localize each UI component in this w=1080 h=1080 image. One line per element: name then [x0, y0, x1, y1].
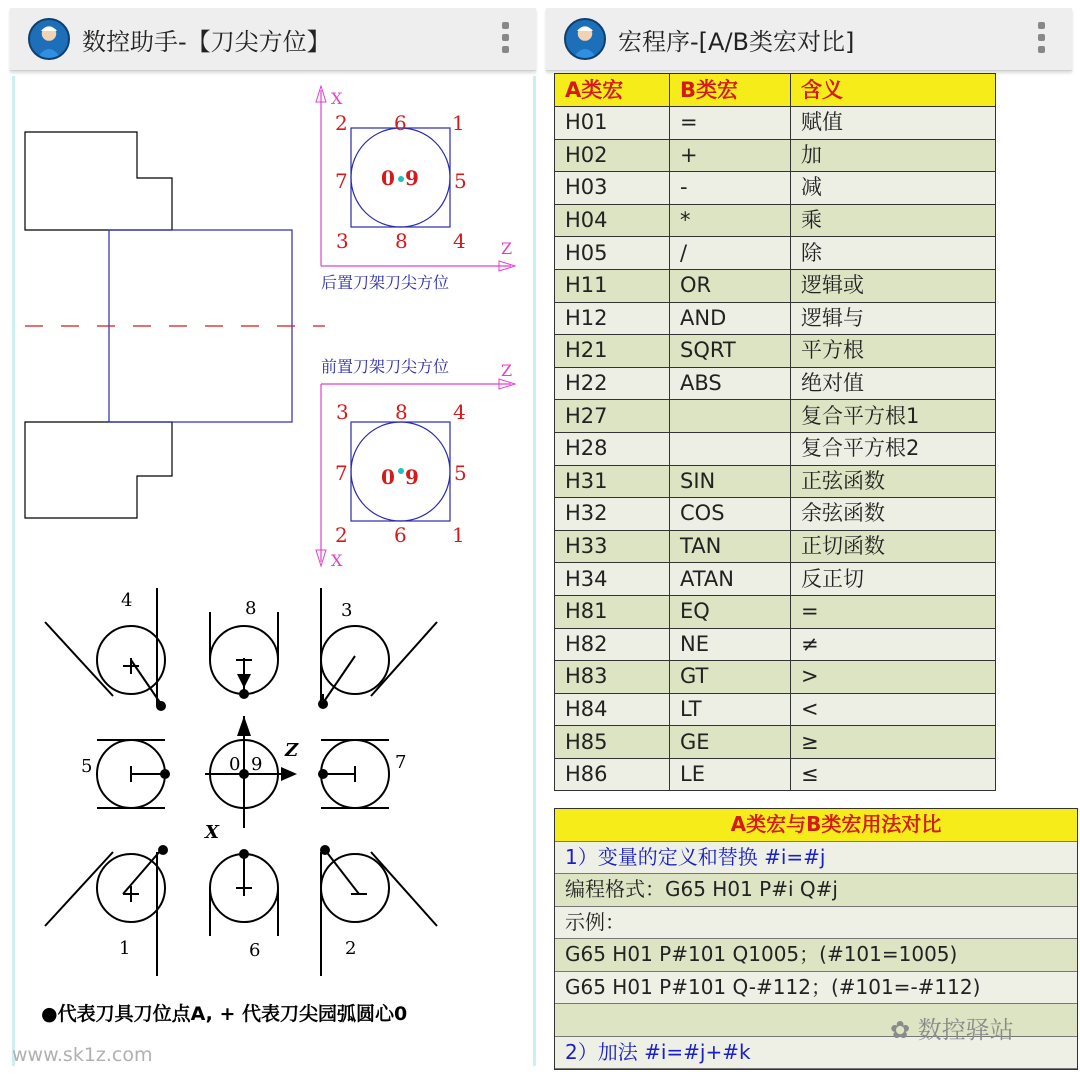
legend-text: ●代表刀具刀位点A, + 代表刀尖园弧圆心0 [41, 1003, 408, 1025]
macro-comparison-table [554, 73, 996, 791]
svg-text:5: 5 [454, 461, 467, 485]
svg-text:0: 0 [229, 754, 241, 775]
table-header-row [555, 74, 996, 107]
svg-text:9: 9 [405, 166, 419, 190]
table-row [555, 628, 996, 661]
cell-a-macro: H12 [555, 302, 670, 335]
cell-a-macro: H31 [555, 465, 670, 498]
cell-meaning: = [791, 595, 996, 628]
cell-b-macro: * [670, 204, 791, 237]
usage-line: 1）变量的定义和替换 #i=#j [555, 842, 1077, 875]
cell-a-macro: H33 [555, 530, 670, 563]
usage-line: 示例： [555, 907, 1077, 940]
svg-text:4: 4 [121, 590, 133, 611]
svg-text:8: 8 [395, 229, 408, 253]
tool-tip-diagram-panel [12, 76, 536, 1066]
svg-text:5: 5 [81, 756, 93, 777]
tool-tip-diagram [15, 76, 533, 1066]
svg-text:1: 1 [452, 523, 465, 547]
watermark-text: www.sk1z.com [12, 1044, 153, 1066]
usage-line: G65 H01 P#101 Q1005；(#101=1005) [555, 939, 1077, 972]
wechat-label [890, 1010, 1014, 1045]
cell-meaning: > [791, 661, 996, 694]
front-center-dot [398, 468, 404, 474]
cell-a-macro: H83 [555, 661, 670, 694]
table-row [555, 204, 996, 237]
table-row [555, 563, 996, 596]
app-title: 宏程序-[A/B类宏对比] [618, 28, 855, 56]
cell-meaning: 逻辑与 [791, 302, 996, 335]
right-screenshot [546, 0, 1080, 1080]
cell-b-macro: SQRT [670, 335, 791, 368]
table-row [555, 400, 996, 433]
cell-a-macro: H22 [555, 367, 670, 400]
cell-b-macro: LT [670, 693, 791, 726]
cell-meaning: < [791, 693, 996, 726]
cell-meaning: 除 [791, 237, 996, 270]
front-z-label: Z [501, 361, 513, 380]
svg-text:3: 3 [341, 600, 353, 621]
svg-text:4: 4 [453, 229, 466, 253]
column-header-b: B类宏 [670, 74, 791, 107]
cell-a-macro: H11 [555, 269, 670, 302]
table-row [555, 465, 996, 498]
svg-text:0: 0 [381, 166, 395, 190]
app-logo-icon [28, 18, 70, 60]
svg-text:Z: Z [285, 740, 299, 761]
cell-a-macro: H04 [555, 204, 670, 237]
cell-a-macro: H86 [555, 758, 670, 791]
svg-text:1: 1 [452, 111, 465, 135]
cell-a-macro: H85 [555, 726, 670, 759]
table-row [555, 172, 996, 205]
cell-b-macro: NE [670, 628, 791, 661]
svg-text:7: 7 [335, 461, 348, 485]
table-row [555, 269, 996, 302]
usage-line: G65 H01 P#101 Q-#112；(#101=-#112) [555, 972, 1077, 1005]
table-row [555, 139, 996, 172]
svg-text:8: 8 [395, 400, 408, 424]
cell-b-macro: ATAN [670, 563, 791, 596]
svg-text:1: 1 [119, 938, 131, 959]
svg-text:7: 7 [335, 169, 348, 193]
cell-a-macro: H84 [555, 693, 670, 726]
column-header-a: A类宏 [555, 74, 670, 107]
cell-b-macro: / [670, 237, 791, 270]
cell-meaning: 加 [791, 139, 996, 172]
svg-text:6: 6 [249, 940, 261, 961]
table-row [555, 107, 996, 140]
rear-digits [335, 111, 467, 253]
cell-meaning: 正切函数 [791, 530, 996, 563]
cell-b-macro: OR [670, 269, 791, 302]
tip-grid-drawings [45, 588, 437, 976]
rear-center-dot [398, 176, 404, 182]
svg-text:9: 9 [405, 465, 419, 489]
cell-b-macro: LE [670, 758, 791, 791]
cell-b-macro: + [670, 139, 791, 172]
svg-text:9: 9 [251, 754, 263, 775]
cell-b-macro: GE [670, 726, 791, 759]
workpiece-outline [25, 132, 172, 518]
usage-heading: A类宏与B类宏用法对比 [555, 809, 1077, 842]
cell-b-macro: GT [670, 661, 791, 694]
cell-meaning: 减 [791, 172, 996, 205]
front-caption: 前置刀架刀尖方位 [321, 357, 450, 376]
cell-b-macro: = [670, 107, 791, 140]
cell-a-macro: H02 [555, 139, 670, 172]
cell-b-macro [670, 400, 791, 433]
front-x-label: X [331, 551, 343, 570]
wechat-account-name: 数控驿站 [917, 1016, 1014, 1044]
svg-text:7: 7 [395, 752, 407, 773]
cell-a-macro: H27 [555, 400, 670, 433]
table-body [555, 107, 996, 791]
cell-b-macro [670, 432, 791, 465]
table-row [555, 530, 996, 563]
cell-b-macro: SIN [670, 465, 791, 498]
cell-a-macro: H05 [555, 237, 670, 270]
svg-text:6: 6 [394, 523, 407, 547]
cell-b-macro: ABS [670, 367, 791, 400]
app-bar [546, 8, 1072, 71]
cell-meaning: ≠ [791, 628, 996, 661]
table-row [555, 432, 996, 465]
cell-meaning: 逻辑或 [791, 269, 996, 302]
table-row [555, 367, 996, 400]
cell-b-macro: AND [670, 302, 791, 335]
cell-meaning: 赋值 [791, 107, 996, 140]
app-title: 数控助手-【刀尖方位】 [82, 28, 331, 56]
table-row [555, 237, 996, 270]
cell-a-macro: H03 [555, 172, 670, 205]
table-row [555, 726, 996, 759]
wechat-icon: ✿ [890, 1016, 911, 1044]
cell-meaning: 绝对值 [791, 367, 996, 400]
svg-text:0: 0 [381, 465, 395, 489]
cell-a-macro: H28 [555, 432, 670, 465]
svg-text:2: 2 [335, 523, 348, 547]
svg-text:5: 5 [454, 169, 467, 193]
cell-meaning: ≥ [791, 726, 996, 759]
svg-text:X: X [205, 822, 219, 843]
cell-a-macro: H81 [555, 595, 670, 628]
table-row [555, 661, 996, 694]
svg-text:8: 8 [245, 598, 257, 619]
cell-meaning: 乘 [791, 204, 996, 237]
table-row [555, 595, 996, 628]
svg-text:3: 3 [336, 400, 349, 424]
cell-a-macro: H34 [555, 563, 670, 596]
cell-a-macro: H82 [555, 628, 670, 661]
cell-meaning: 复合平方根2 [791, 432, 996, 465]
usage-line: 编程格式：G65 H01 P#i Q#j [555, 874, 1077, 907]
svg-text:6: 6 [394, 111, 407, 135]
cell-b-macro: - [670, 172, 791, 205]
app-logo-icon [564, 18, 606, 60]
column-header-meaning: 含义 [791, 74, 996, 107]
table-row [555, 335, 996, 368]
cell-meaning: 反正切 [791, 563, 996, 596]
table-row [555, 302, 996, 335]
cell-meaning: 平方根 [791, 335, 996, 368]
cell-a-macro: H32 [555, 498, 670, 531]
table-row [555, 498, 996, 531]
cell-a-macro: H01 [555, 107, 670, 140]
rear-z-label: Z [501, 239, 513, 258]
app-bar [10, 8, 536, 71]
cell-b-macro: COS [670, 498, 791, 531]
usage-line: 2）加法 #i=#j+#k [555, 1037, 1077, 1070]
overflow-menu-icon[interactable] [502, 22, 510, 56]
cell-a-macro: H21 [555, 335, 670, 368]
cell-meaning: 余弦函数 [791, 498, 996, 531]
svg-text:2: 2 [335, 111, 348, 135]
cell-b-macro: TAN [670, 530, 791, 563]
table-row [555, 758, 996, 791]
svg-text:3: 3 [336, 229, 349, 253]
svg-text:4: 4 [453, 400, 466, 424]
overflow-menu-icon[interactable] [1038, 22, 1046, 56]
rear-caption: 后置刀架刀尖方位 [321, 273, 450, 292]
rear-x-label: X [331, 89, 343, 108]
cell-meaning: ≤ [791, 758, 996, 791]
cell-meaning: 正弦函数 [791, 465, 996, 498]
table-row [555, 693, 996, 726]
svg-text:2: 2 [345, 938, 357, 959]
cell-b-macro: EQ [670, 595, 791, 628]
cell-meaning: 复合平方根1 [791, 400, 996, 433]
